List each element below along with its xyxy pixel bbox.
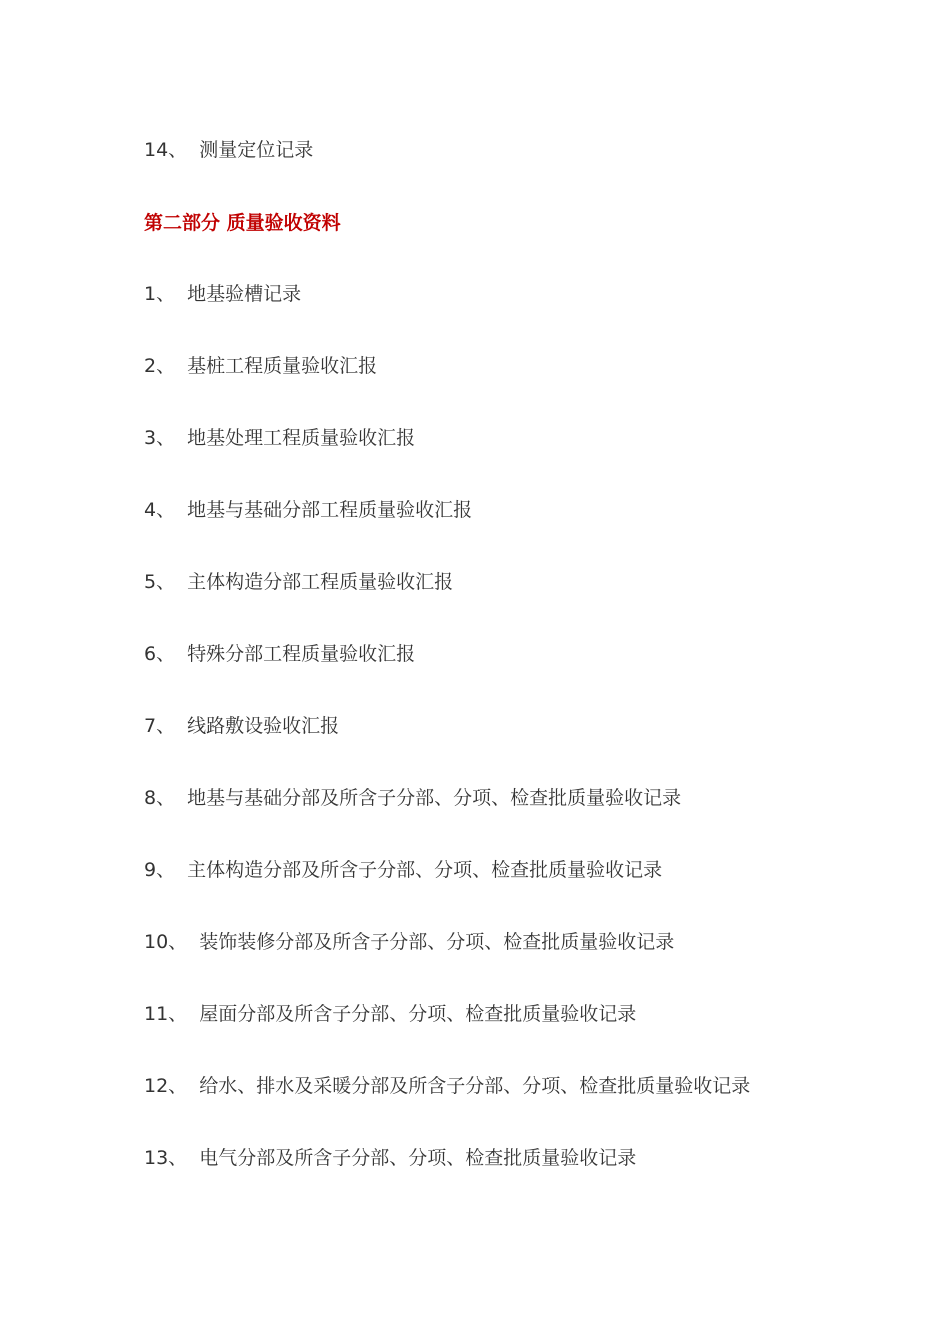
item-number: 2、 (144, 355, 176, 377)
list-item (144, 857, 662, 883)
list-item (144, 425, 415, 451)
item-text: 测量定位记录 (199, 139, 314, 161)
list-item (144, 137, 313, 163)
list-item (144, 641, 415, 667)
list-item (144, 713, 339, 739)
item-text: 基桩工程质量验收汇报 (187, 355, 378, 377)
item-text: 主体构造分部及所含子分部、分项、检查批质量验收记录 (187, 859, 663, 881)
item-text: 地基与基础分部及所含子分部、分项、检查批质量验收记录 (187, 787, 682, 809)
list-item (144, 1001, 636, 1027)
item-number: 14、 (144, 139, 188, 161)
item-number: 10、 (144, 931, 188, 953)
list-item (144, 569, 453, 595)
item-number: 12、 (144, 1075, 188, 1097)
list-item (144, 353, 377, 379)
item-number: 7、 (144, 715, 176, 737)
item-text: 特殊分部工程质量验收汇报 (187, 643, 416, 665)
list-item (144, 1073, 750, 1099)
item-text: 给水、排水及采暖分部及所含子分部、分项、检查批质量验收记录 (199, 1075, 751, 1097)
item-number: 11、 (144, 1003, 188, 1025)
item-text: 屋面分部及所含子分部、分项、检查批质量验收记录 (199, 1003, 637, 1025)
item-text: 装饰装修分部及所含子分部、分项、检查批质量验收记录 (199, 931, 675, 953)
section-heading: 第二部分 质量验收资料 (144, 212, 341, 234)
item-text: 线路敷设验收汇报 (187, 715, 340, 737)
item-text: 地基处理工程质量验收汇报 (187, 427, 416, 449)
item-number: 9、 (144, 859, 176, 881)
item-number: 1、 (144, 283, 176, 305)
item-number: 13、 (144, 1147, 188, 1169)
item-number: 6、 (144, 643, 176, 665)
list-item (144, 929, 674, 955)
list-item (144, 1145, 636, 1171)
item-number: 4、 (144, 499, 176, 521)
item-text: 电气分部及所含子分部、分项、检查批质量验收记录 (199, 1147, 637, 1169)
item-number: 5、 (144, 571, 176, 593)
item-text: 地基验槽记录 (187, 283, 302, 305)
item-text: 主体构造分部工程质量验收汇报 (187, 571, 454, 593)
list-item (144, 785, 681, 811)
item-number: 8、 (144, 787, 176, 809)
item-text: 地基与基础分部工程质量验收汇报 (187, 499, 473, 521)
list-item (144, 497, 472, 523)
item-number: 3、 (144, 427, 176, 449)
list-item (144, 281, 301, 307)
